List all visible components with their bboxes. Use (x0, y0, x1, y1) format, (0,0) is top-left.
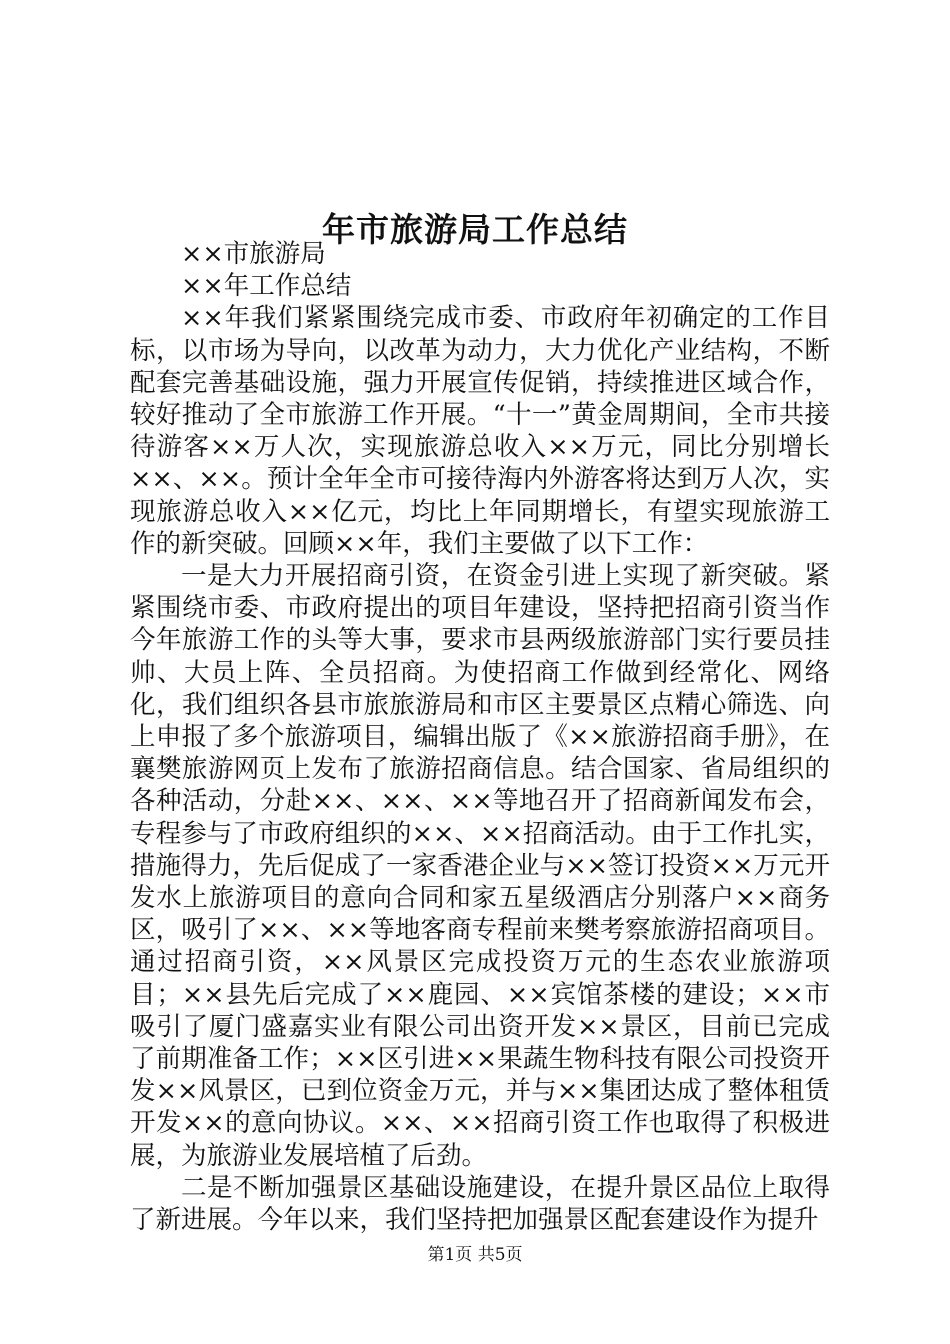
document-title: 年市旅游局工作总结 (322, 210, 628, 250)
intro-paragraph: ××年我们紧紧围绕完成市委、市政府年初确定的工作目标，以市场为导向，以改革为动力，大力优化产业结构，不断配套完善基础设施，强力开展宣传促销，持续推进区域合作，较好推动了全市旅游工作开展。“十一”黄金周期间，全市共接待游客××万人次，实现旅游总收入××万元，同比分别增长××、××。预计全年全市可接待海内外游客将达到万人次，实现旅游总收入××亿元，均比上年同期增长，有望实现旅游工作的新突破。回顾××年，我们主要做了以下工作： (130, 303, 830, 559)
page-number-footer: 第1页 共5页 (427, 1245, 523, 1265)
issuer-line: ××市旅游局 (181, 239, 326, 269)
document-body (130, 238, 830, 1236)
section-one-paragraph: 一是大力开展招商引资，在资金引进上实现了新突破。紧紧围绕市委、市政府提出的项目年建设，坚持把招商引资当作今年旅游工作的头等大事，要求市县两级旅游部门实行要员挂帅、大员上阵、全员招商。为使招商工作做到经常化、网络化，我们组织各县市旅旅游局和市区主要景区点精心筛选、向上申报了多个旅游项目，编辑出版了《××旅游招商手册》，在襄樊旅游网页上发布了旅游招商信息。结合国家、省局组织的各种活动，分赴××、××、××等地召开了招商新闻发布会，专程参与了市政府组织的××、××招商活动。由于工作扎实，措施得力，先后促成了一家香港企业与××签订投资××万元开发水上旅游项目的意向合同和家五星级酒店分别落户××商务区，吸引了××、××等地客商专程前来樊考察旅游招商项目。通过招商引资，××风景区完成投资万元的生态农业旅游项目；××县先后完成了××鹿园、××宾馆茶楼的建设；××市吸引了厦门盛嘉实业有限公司出资开发××景区，目前已完成了前期准备工作；××区引进××果蔬生物科技有限公司投资开发××风景区，已到位资金万元，并与××集团达成了整体租赁开发××的意向协议。××、××招商引资工作也取得了积极进展，为旅游业发展培植了后劲。 (130, 561, 830, 1171)
section-two-paragraph: 二是不断加强景区基础设施建设，在提升景区品位上取得了新进展。今年以来，我们坚持把加强景区配套建设作为提升 (130, 1172, 830, 1236)
subtitle-line: ××年工作总结 (181, 271, 352, 302)
